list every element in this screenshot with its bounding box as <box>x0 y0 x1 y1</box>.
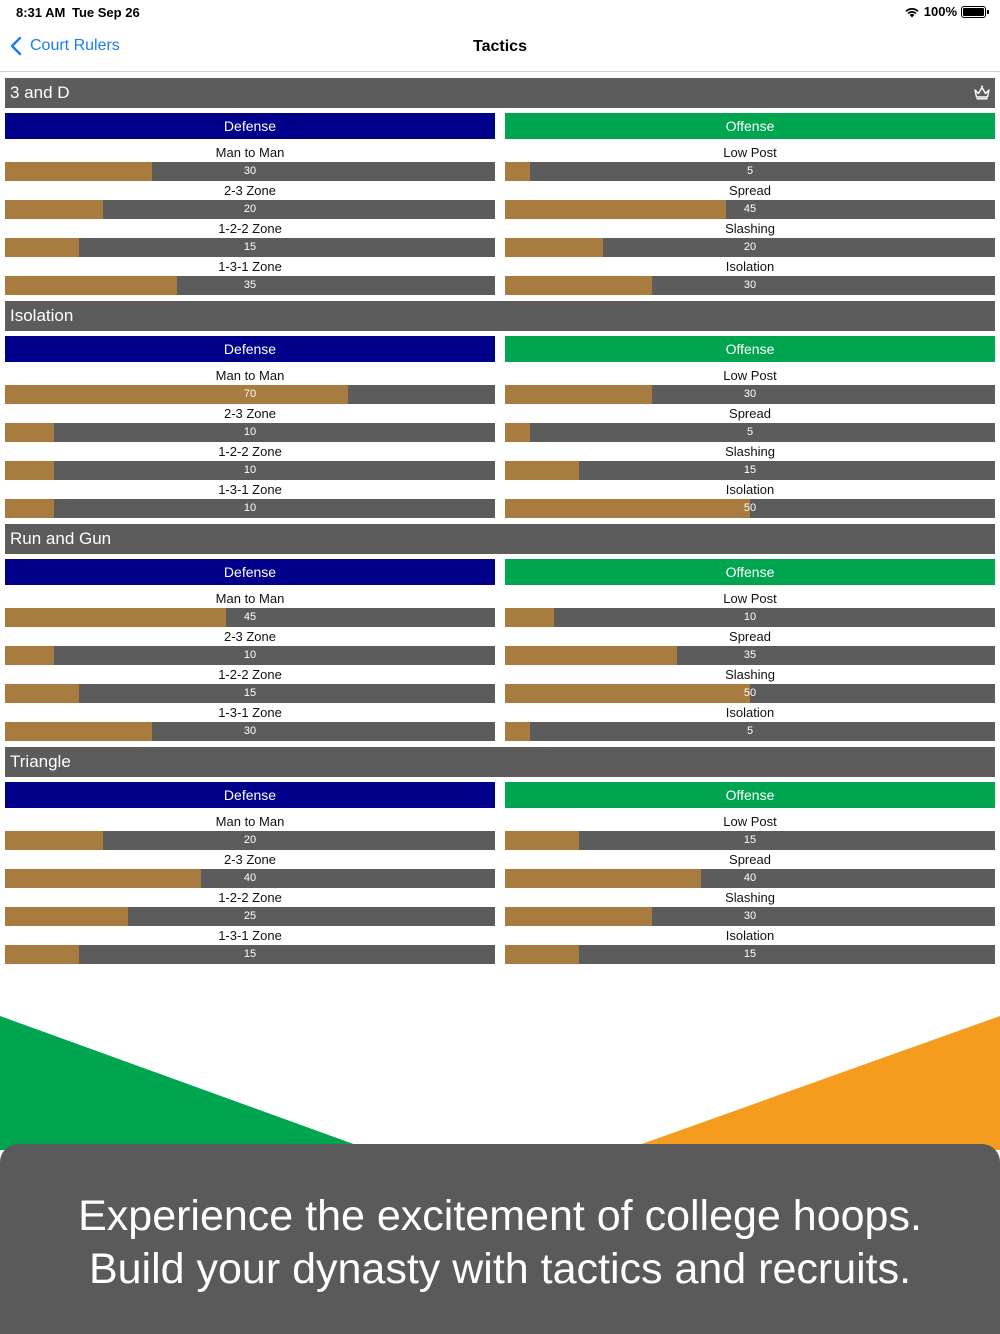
percentage-bar <box>505 423 995 442</box>
offense-heading: Offense <box>505 113 995 139</box>
offense-column <box>505 336 995 518</box>
defense-heading: Defense <box>5 336 495 362</box>
percentage-value: 35 <box>243 279 257 291</box>
tactic-header[interactable] <box>5 747 995 777</box>
percentage-value: 30 <box>243 165 257 177</box>
tactic-columns <box>5 108 995 295</box>
percentage-value: 15 <box>743 948 757 960</box>
percentage-bar <box>505 385 995 404</box>
set-label: Spread <box>729 183 771 198</box>
set-label: 2-3 Zone <box>223 629 277 644</box>
percentage-bar <box>5 608 495 627</box>
offense-rows <box>505 808 995 964</box>
offense-column <box>505 782 995 964</box>
percentage-bar <box>505 200 995 219</box>
promo-orange-shape <box>625 1016 1000 1150</box>
promo-banner <box>0 1000 1000 1334</box>
percentage-bar <box>5 907 495 926</box>
percentage-bar <box>5 200 495 219</box>
percentage-bar <box>505 907 995 926</box>
percentage-value: 40 <box>743 872 757 884</box>
percentage-bar <box>505 238 995 257</box>
percentage-value: 30 <box>243 725 257 737</box>
tactic-name: 3 and D <box>10 83 70 102</box>
set-label: 2-3 Zone <box>223 406 277 421</box>
set-label: 1-2-2 Zone <box>218 221 282 236</box>
offense-heading: Offense <box>505 336 995 362</box>
set-label: 1-3-1 Zone <box>218 705 282 720</box>
set-label: Spread <box>729 406 771 421</box>
set-label: 1-2-2 Zone <box>218 444 282 459</box>
percentage-bar <box>505 945 995 964</box>
status-bar <box>0 0 1000 24</box>
tactic-block[interactable] <box>5 78 995 295</box>
percentage-bar <box>5 722 495 741</box>
percentage-bar <box>505 499 995 518</box>
status-date: Tue Sep 26 <box>72 5 140 20</box>
offense-rows <box>505 139 995 295</box>
percentage-bar <box>5 499 495 518</box>
percentage-bar <box>505 162 995 181</box>
defense-rows <box>5 585 495 741</box>
tactic-block[interactable] <box>5 301 995 518</box>
percentage-value: 5 <box>746 426 754 438</box>
percentage-bar <box>5 162 495 181</box>
set-label: Isolation <box>725 259 775 274</box>
percentage-value: 20 <box>243 203 257 215</box>
set-label: 1-3-1 Zone <box>218 482 282 497</box>
promo-line-1: Experience the excitement of college hoops. <box>78 1192 922 1240</box>
defense-rows <box>5 139 495 295</box>
offense-rows <box>505 362 995 518</box>
set-label: Man to Man <box>215 368 285 383</box>
set-label: 1-3-1 Zone <box>218 928 282 943</box>
percentage-value: 45 <box>243 611 257 623</box>
status-time: 8:31 AM <box>16 5 66 20</box>
percentage-bar <box>5 385 495 404</box>
percentage-bar <box>5 461 495 480</box>
percentage-bar <box>5 238 495 257</box>
wifi-icon <box>904 6 920 18</box>
percentage-value: 20 <box>243 834 257 846</box>
navigation-bar <box>0 24 1000 72</box>
tactic-block[interactable] <box>5 747 995 964</box>
percentage-bar <box>5 831 495 850</box>
percentage-value: 35 <box>743 649 757 661</box>
percentage-bar <box>505 722 995 741</box>
percentage-value: 45 <box>743 203 757 215</box>
percentage-value: 15 <box>743 834 757 846</box>
set-label: 2-3 Zone <box>223 852 277 867</box>
tactic-columns <box>5 777 995 964</box>
set-label: Isolation <box>725 928 775 943</box>
percentage-bar <box>505 608 995 627</box>
percentage-bar <box>5 869 495 888</box>
set-label: Slashing <box>725 221 775 236</box>
offense-heading: Offense <box>505 782 995 808</box>
percentage-value: 70 <box>243 388 257 400</box>
tactic-columns <box>5 331 995 518</box>
defense-column <box>5 782 495 964</box>
percentage-value: 10 <box>243 649 257 661</box>
tactic-name: Isolation <box>10 306 74 325</box>
percentage-value: 15 <box>243 687 257 699</box>
page-title: Tactics <box>473 38 527 55</box>
set-label: Low Post <box>723 145 777 160</box>
tactic-name: Run and Gun <box>10 529 112 548</box>
set-label: 1-2-2 Zone <box>218 890 282 905</box>
percentage-value: 25 <box>243 910 257 922</box>
set-label: Slashing <box>725 667 775 682</box>
set-label: Slashing <box>725 444 775 459</box>
defense-rows <box>5 362 495 518</box>
set-label: 1-2-2 Zone <box>218 667 282 682</box>
tactic-header[interactable] <box>5 524 995 554</box>
percentage-bar <box>5 646 495 665</box>
promo-green-shape <box>0 1016 370 1150</box>
crown-icon <box>973 84 991 102</box>
tactic-header[interactable] <box>5 301 995 331</box>
defense-column <box>5 113 495 295</box>
percentage-value: 10 <box>243 426 257 438</box>
defense-heading: Defense <box>5 782 495 808</box>
set-label: 2-3 Zone <box>223 183 277 198</box>
battery-icon <box>961 6 986 18</box>
set-label: Low Post <box>723 591 777 606</box>
percentage-value: 15 <box>243 948 257 960</box>
battery-percent: 100% <box>923 4 957 19</box>
percentage-value: 5 <box>746 165 754 177</box>
set-label: Isolation <box>725 482 775 497</box>
percentage-value: 50 <box>743 687 757 699</box>
percentage-bar <box>505 869 995 888</box>
percentage-bar <box>5 684 495 703</box>
tactic-header[interactable] <box>5 78 995 108</box>
defense-heading: Defense <box>5 113 495 139</box>
back-button-label: Court Rulers <box>30 37 120 54</box>
tactic-columns <box>5 554 995 741</box>
percentage-value: 30 <box>743 388 757 400</box>
tactic-block[interactable] <box>5 524 995 741</box>
offense-rows <box>505 585 995 741</box>
percentage-bar <box>505 461 995 480</box>
percentage-value: 10 <box>743 611 757 623</box>
offense-column <box>505 559 995 741</box>
set-label: Low Post <box>723 814 777 829</box>
defense-column <box>5 559 495 741</box>
percentage-bar <box>505 684 995 703</box>
set-label: Slashing <box>725 890 775 905</box>
percentage-value: 50 <box>743 502 757 514</box>
offense-column <box>505 113 995 295</box>
percentage-bar <box>5 423 495 442</box>
promo-box <box>0 1144 1000 1334</box>
set-label: Spread <box>729 629 771 644</box>
percentage-bar <box>5 945 495 964</box>
percentage-bar <box>505 646 995 665</box>
set-label: Low Post <box>723 368 777 383</box>
percentage-value: 10 <box>243 464 257 476</box>
percentage-bar <box>505 276 995 295</box>
percentage-value: 20 <box>743 241 757 253</box>
defense-column <box>5 336 495 518</box>
set-label: Isolation <box>725 705 775 720</box>
defense-heading: Defense <box>5 559 495 585</box>
defense-rows <box>5 808 495 964</box>
offense-heading: Offense <box>505 559 995 585</box>
set-label: Man to Man <box>215 591 285 606</box>
set-label: Man to Man <box>215 814 285 829</box>
percentage-value: 15 <box>243 241 257 253</box>
percentage-value: 40 <box>243 872 257 884</box>
set-label: Man to Man <box>215 145 285 160</box>
percentage-value: 30 <box>743 279 757 291</box>
percentage-value: 5 <box>746 725 754 737</box>
tactic-name: Triangle <box>10 752 71 771</box>
promo-text <box>0 1190 1000 1296</box>
percentage-bar <box>5 276 495 295</box>
tactics-list <box>5 78 995 970</box>
percentage-value: 15 <box>743 464 757 476</box>
set-label: Spread <box>729 852 771 867</box>
status-right <box>904 4 986 19</box>
percentage-value: 30 <box>743 910 757 922</box>
percentage-bar <box>505 831 995 850</box>
promo-line-2: Build your dynasty with tactics and recruits. <box>88 1245 912 1293</box>
set-label: 1-3-1 Zone <box>218 259 282 274</box>
percentage-value: 10 <box>243 502 257 514</box>
